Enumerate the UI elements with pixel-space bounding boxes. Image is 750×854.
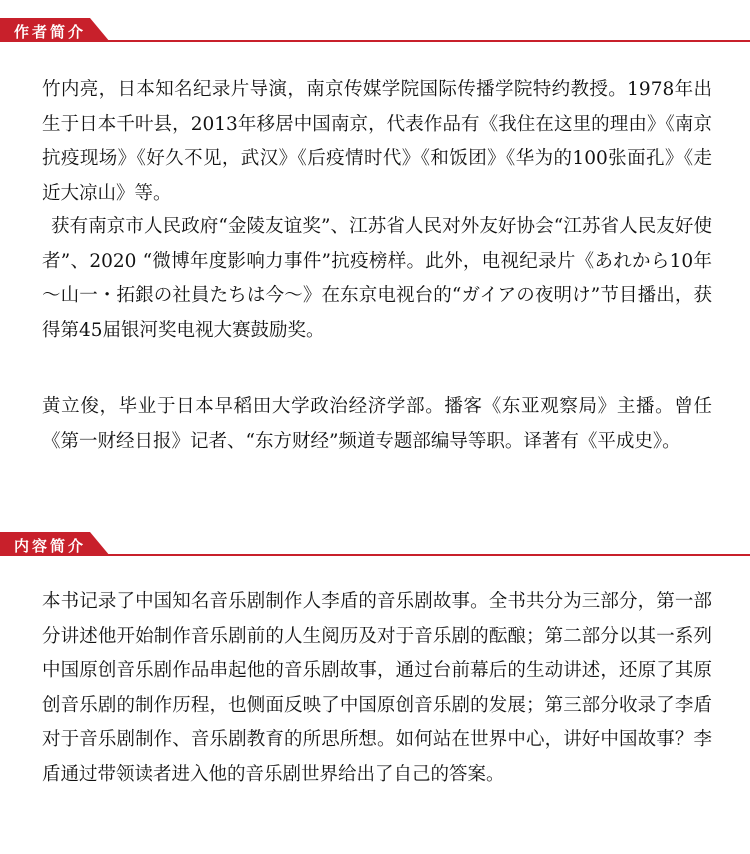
book-summary: 本书记录了中国知名音乐剧制作人李盾的音乐剧故事。全书共分为三部分，第一部分讲述他开始制作音乐剧前的人生阅历及对于音乐剧的酝酿；第二部分以其一系列中国原创音乐剧作品串起他的音乐剧故事，通过台前幕后的生动讲述，还原了其原创音乐剧的制作历程，也侧面反映了中国原创音乐剧的发展；第三部分收录了李盾对于音乐剧制作、音乐剧教育的所思所想。如何站在世界中心，讲好中国故事？李盾通过带领读者进入他的音乐剧世界给出了自己的答案。 — [42, 591, 712, 785]
translator-bio-huang: 黄立俊，毕业于日本早稻田大学政治经济学部。播客《东亚观察局》主播。曾任《第一财经日报》记者、“东方财经”频道专题部编导等职。译著有《平成史》。 — [42, 396, 712, 452]
author-awards: 获有南京市人民政府“金陵友谊奖”、江苏省人民对外友好协会“江苏省人民友好使者”、2020 “微博年度影响力事件”抗疫榜样。此外，电视纪录片《あれから10年 ～山一・拓銀の社員たちは今～》在东京电视台的“ガイアの夜明け”节目播出，获得第45届银河奖电视大赛鼓励奖。 — [42, 216, 712, 341]
author-section-header — [0, 18, 750, 48]
content-section-title: 内容简介 — [14, 537, 87, 555]
author-section-title: 作者简介 — [14, 23, 87, 41]
author-section-rule — [108, 40, 750, 42]
content-section-header — [0, 532, 750, 562]
content-section-rule — [108, 554, 750, 556]
author-bio-takeuchi: 竹内亮，日本知名纪录片导演，南京传媒学院国际传播学院特约教授。1978年出生于日本千叶县，2013年移居中国南京，代表作品有《我住在这里的理由》《南京抗疫现场》《好久不见，武汉》《后疫情时代》《和饭团》《华为的100张面孔》《走近大凉山》等。 — [42, 79, 712, 204]
